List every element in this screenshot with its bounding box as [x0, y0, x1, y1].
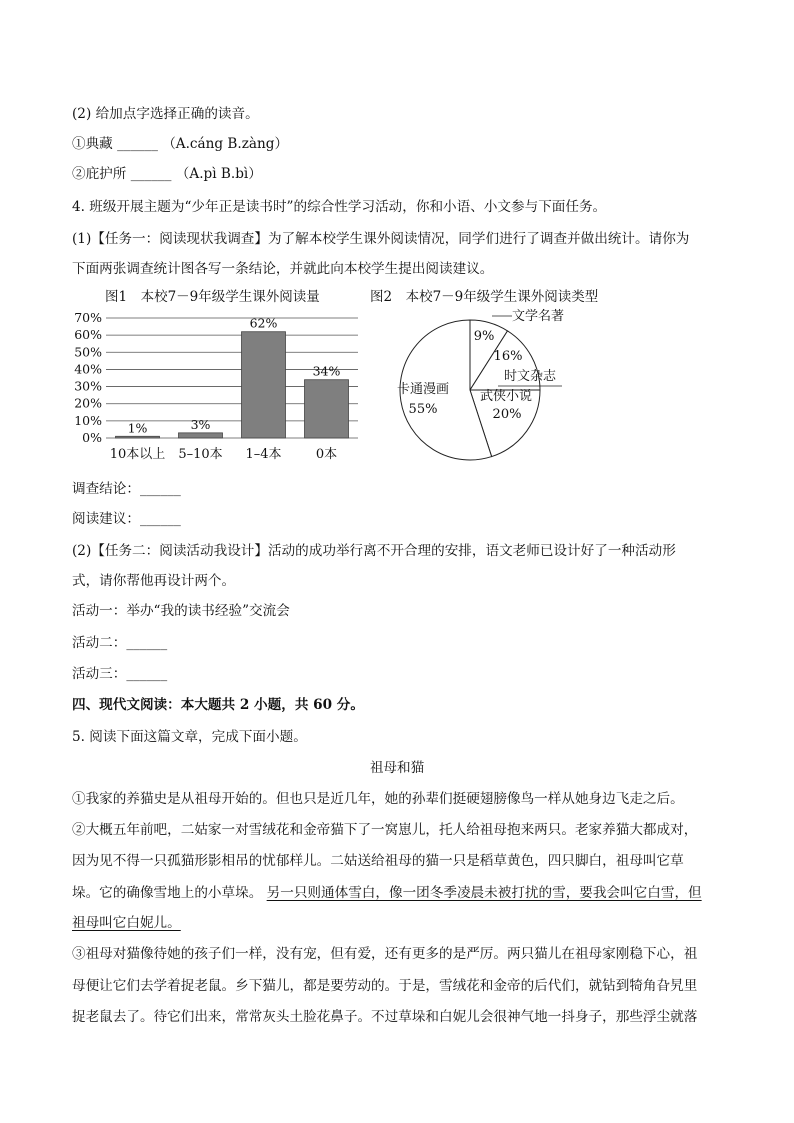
q3-option-1: ①典藏 ______ （A.cáng B.zàng） [72, 136, 289, 152]
paragraph-2-line1: ②大概五年前吧，二姑家一对雪绒花和金帝猫下了一窝崽儿，托人给祖母抱来两只。老家养猫大都成对， [72, 822, 698, 838]
bar-chart [68, 308, 368, 466]
y-tick-label: 0% [82, 430, 102, 445]
paragraph-3-line1: ③祖母对猫像待她的孩子们一样，没有宠，但有爱，还有更多的是严厉。两只猫儿在祖母家刚稳下心，祖 [72, 946, 698, 962]
paragraph-2-line3 [72, 883, 702, 903]
bar-value-label: 1% [127, 420, 148, 436]
y-tick-label: 10% [74, 412, 102, 428]
bar [242, 332, 286, 438]
slice-category-label: 卡通漫画 [396, 382, 450, 397]
paragraph-3-line3: 捉老鼠去了。待它们出来，常常灰头土脸花鼻子。不过草垛和白妮儿会很神气地一抖身子，那些浮尘就落 [72, 1009, 698, 1025]
bar-chart-title: 图1 本校7－9年级学生课外阅读量 [105, 289, 320, 305]
activity-1: 活动一：举办“我的读书经验”交流会 [72, 603, 290, 619]
paragraph-3-line2: 母便让它们去学着捉老鼠。乡下猫儿，都是要劳动的。于是，雪绒花和金帝的后代们，就钻到犄角旮旯里 [72, 978, 698, 994]
q4-intro: 4. 班级开展主题为“少年正是读书时”的综合性学习活动，你和小语、小文参与下面任务。 [72, 199, 607, 215]
x-tick-label: 10本以上 [109, 447, 166, 462]
paragraph-2-line2: 因为见不得一只孤猫形影相吊的忧郁样儿。二姑送给祖母的猫一只是稻草黄色，四只脚白，祖母叫它草 [72, 853, 684, 869]
bar-value-label: 34% [312, 363, 341, 379]
bar [179, 433, 223, 438]
y-tick-label: 40% [74, 361, 102, 377]
activity-2: 活动二：______ [72, 635, 168, 651]
slice-category-label: 武侠小说 [479, 389, 533, 404]
q4-task1-line1: (1)【任务一：阅读现状我调查】为了解本校学生课外阅读情况，同学们进行了调查并做出统计。请你为 [72, 231, 690, 247]
section-4-heading: 四、现代文阅读：本大题共 2 小题，共 60 分。 [72, 697, 364, 713]
q4-task2-line2: 式，请你帮他再设计两个。 [72, 573, 236, 589]
survey-conclusion: 调查结论：______ [72, 481, 181, 497]
x-tick-label: 5–10本 [178, 447, 223, 462]
underlined-sentence: 另一只则通体雪白，像一团冬季凌晨未被打扰的雪，要我会叫它白雪，但 [266, 885, 702, 901]
y-tick-label: 70% [74, 310, 102, 325]
q4-task1-line2: 下面两张调查统计图各写一条结论，并就此向本校学生提出阅读建议。 [72, 261, 494, 277]
y-tick-label: 50% [74, 344, 102, 360]
y-tick-label: 60% [74, 327, 102, 343]
charts-region [68, 288, 728, 466]
bar-value-label: 3% [190, 416, 211, 432]
slice-value-label: 20% [492, 407, 522, 422]
y-tick-label: 20% [74, 395, 102, 411]
q5-intro: 5. 阅读下面这篇文章，完成下面小题。 [72, 729, 307, 745]
activity-3: 活动三：______ [72, 666, 168, 682]
article-title: 祖母和猫 [369, 760, 425, 776]
paragraph-1: ①我家的养猫史是从祖母开始的。但也只是近几年，她的孙辈们挺硬翅膀像鸟一样从她身边飞走之后。 [72, 791, 684, 807]
q3-option-2: ②庇护所 ______ （A.pì B.bì） [72, 166, 262, 182]
q3-part2: (2) 给加点字选择正确的读音。 [72, 106, 259, 122]
paragraph-2-line4: 祖母叫它白妮儿。 [72, 915, 181, 931]
x-tick-label: 0本 [315, 447, 338, 462]
pie-chart-title: 图2 本校7－9年级学生课外阅读类型 [370, 289, 599, 305]
paragraph-2-line3-text: 垛。它的确像雪地上的小草垛。 [72, 885, 263, 901]
x-tick-label: 1–4本 [245, 447, 282, 462]
slice-value-label: 9% [473, 329, 495, 344]
y-tick-label: 30% [74, 378, 102, 394]
bar [305, 380, 349, 438]
slice-value-label: 55% [408, 402, 438, 417]
bar [116, 436, 160, 438]
slice-value-label: 16% [493, 349, 523, 364]
slice-category-label: 文学名著 [511, 309, 565, 324]
bar-value-label: 62% [249, 315, 278, 331]
pie-chart [388, 308, 588, 466]
reading-suggestion: 阅读建议：______ [72, 511, 181, 527]
slice-category-label: 时文杂志 [503, 369, 557, 384]
q4-task2-line1: (2)【任务二：阅读活动我设计】活动的成功举行离不开合理的安排，语文老师已设计好了一种活动形 [72, 543, 676, 559]
